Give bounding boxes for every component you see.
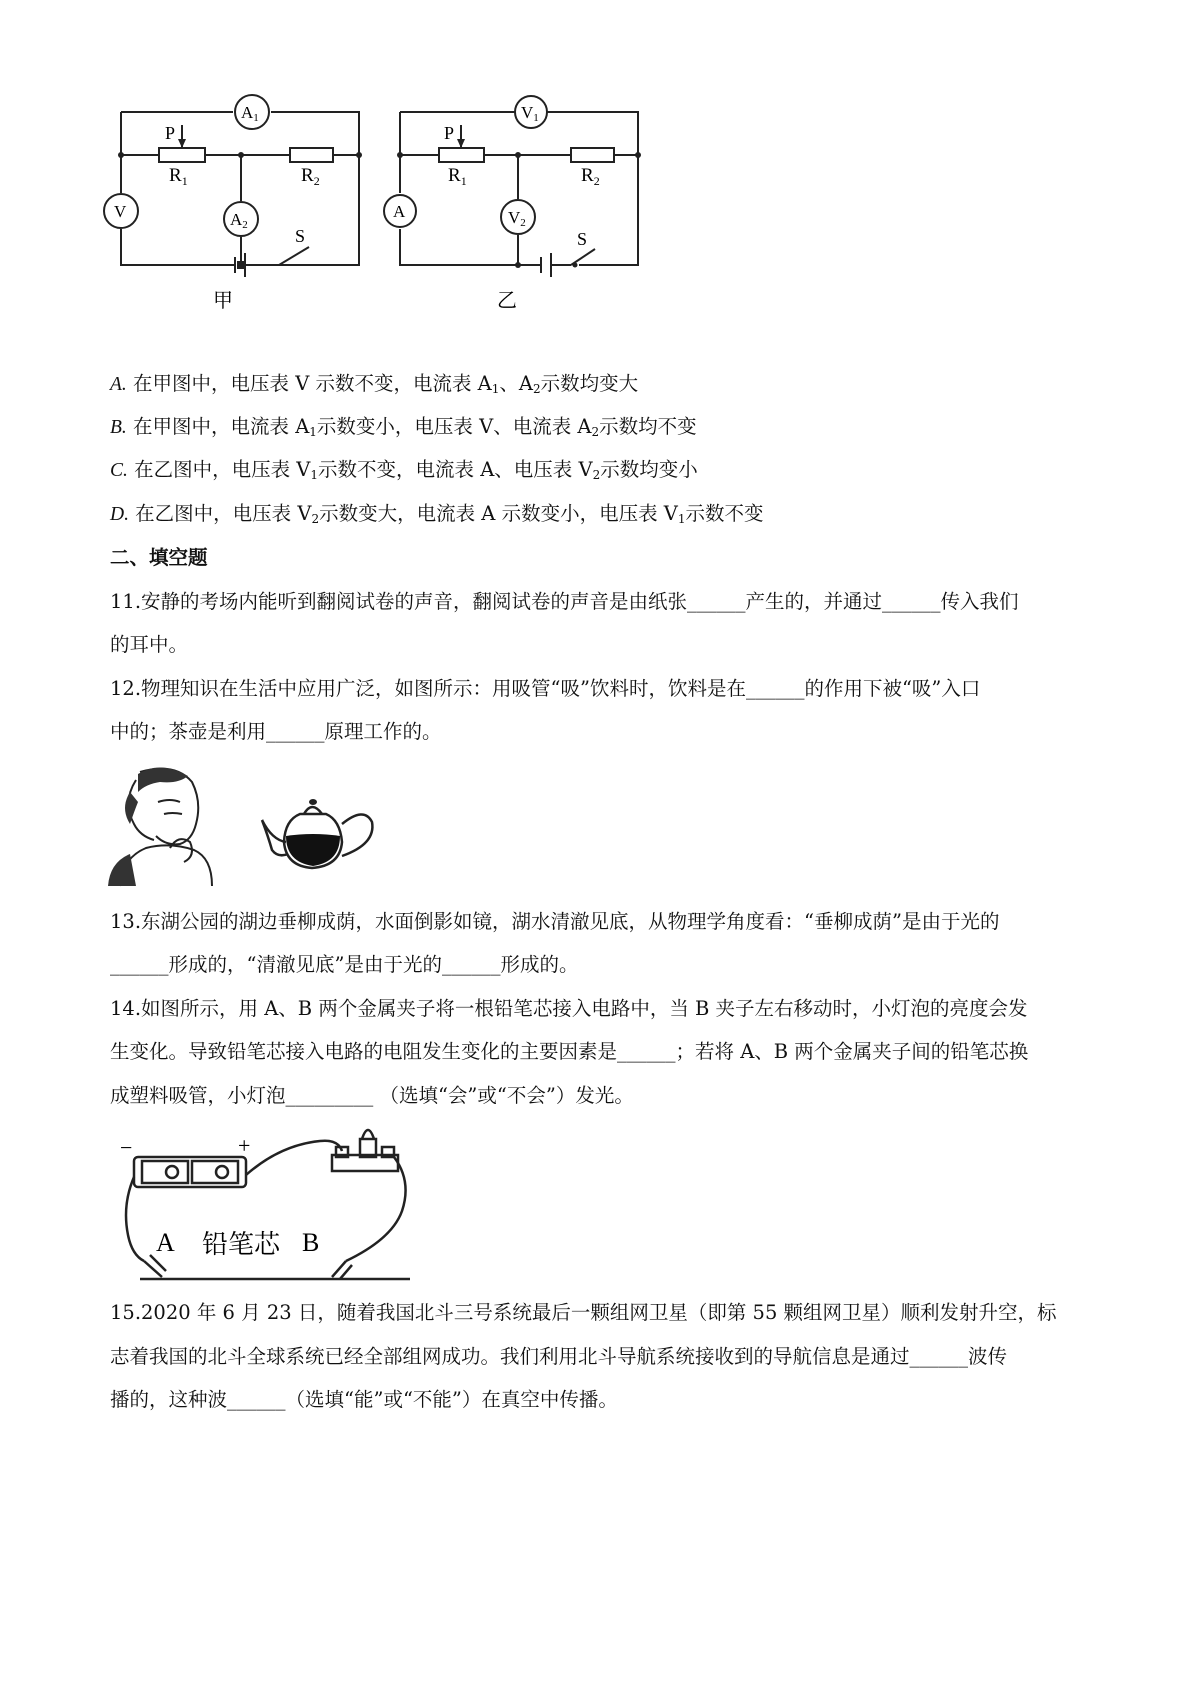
pencil-lead-label: 铅笔芯 bbox=[202, 1230, 281, 1259]
switch-label-left: S bbox=[295, 226, 306, 246]
q11-line-1: 11.安静的考场内能听到翻阅试卷的声音，翻阅试卷的声音是由纸张______产生的，并通过______传入我们 bbox=[110, 590, 1019, 613]
circuit-diagrams bbox=[95, 85, 655, 325]
option-d: D. 在乙图中，电压表 $V_2$示数变大，电流表 A 示数变小，电压表 $V_1$示数不变 bbox=[110, 502, 764, 526]
pencil-lead-circuit-image bbox=[110, 1115, 420, 1285]
q13-line-2: ______形成的，“清澈见底”是由于光的______形成的。 bbox=[110, 953, 579, 976]
voltmeter-v2-right: V2 bbox=[508, 208, 526, 229]
label-yi: 乙 bbox=[497, 290, 517, 312]
voltmeter-v1-right: V1 bbox=[521, 103, 539, 124]
r2-label-right: $R_2$ bbox=[581, 165, 600, 188]
q11-line-2: 的耳中。 bbox=[110, 633, 189, 656]
r2-label-left: $R_2$ bbox=[301, 165, 320, 188]
option-b: B. 在甲图中，电流表 $A_1$示数变小，电压表 V、电流表 $A_2$示数均不变 bbox=[110, 415, 697, 439]
r1-label-right: $R_1$ bbox=[448, 165, 467, 188]
section-heading: 二、填空题 bbox=[110, 546, 208, 569]
drinking-teapot-image bbox=[100, 762, 400, 890]
ammeter-a1-left: A1 bbox=[241, 103, 259, 124]
battery-plus: + bbox=[238, 1133, 251, 1158]
voltmeter-v-left: V bbox=[114, 202, 127, 221]
q15-line-1: 15.2020 年 6 月 23 日，随着我国北斗三号系统最后一颗组网卫星（即第 55 颗组网卫星）顺利发射升空，标 bbox=[110, 1301, 1057, 1324]
q13-line-1: 13.东湖公园的湖边垂柳成荫，水面倒影如镜，湖水清澈见底，从物理学角度看：“垂柳成荫”是由于光的 bbox=[110, 910, 1000, 933]
switch-label-right: S bbox=[577, 229, 588, 249]
ammeter-a2-left: A2 bbox=[230, 210, 248, 231]
option-c: C. 在乙图中，电压表 $V_1$示数不变，电流表 A、电压表 $V_2$示数均变小 bbox=[110, 458, 698, 482]
battery-minus: − bbox=[120, 1135, 133, 1160]
q15-line-2: 志着我国的北斗全球系统已经全部组网成功。我们利用北斗导航系统接收到的导航信息是通过______波传 bbox=[110, 1345, 1008, 1368]
p-label-left: P bbox=[165, 123, 176, 143]
q12-line-2: 中的；茶壶是利用______原理工作的。 bbox=[110, 720, 442, 743]
label-jia: 甲 bbox=[213, 290, 233, 312]
clip-b-label: B bbox=[302, 1228, 320, 1257]
clip-a-label: A bbox=[156, 1228, 175, 1257]
q12-line-1: 12.物理知识在生活中应用广泛，如图所示：用吸管“吸”饮料时，饮料是在______的作用下被“吸”入口 bbox=[110, 677, 981, 700]
p-label-right: P bbox=[444, 123, 455, 143]
q15-line-3: 播的，这种波______（选填“能”或“不能”）在真空中传播。 bbox=[110, 1388, 618, 1411]
option-a: A. 在甲图中，电压表 V 示数不变，电流表 $A_1$、$A_2$示数均变大 bbox=[110, 372, 639, 396]
ammeter-a-right: A bbox=[393, 202, 406, 221]
r1-label-left: $R_1$ bbox=[169, 165, 188, 188]
q14-line-3: 成塑料吸管，小灯泡_________ （选填“会”或“不会”）发光。 bbox=[110, 1084, 634, 1107]
q14-line-2: 生变化。导致铅笔芯接入电路的电阻发生变化的主要因素是______；若将 A、B 两个金属夹子间的铅笔芯换 bbox=[110, 1040, 1029, 1063]
q14-line-1: 14.如图所示，用 A、B 两个金属夹子将一根铅笔芯接入电路中，当 B 夹子左右移动时，小灯泡的亮度会发 bbox=[110, 997, 1028, 1020]
